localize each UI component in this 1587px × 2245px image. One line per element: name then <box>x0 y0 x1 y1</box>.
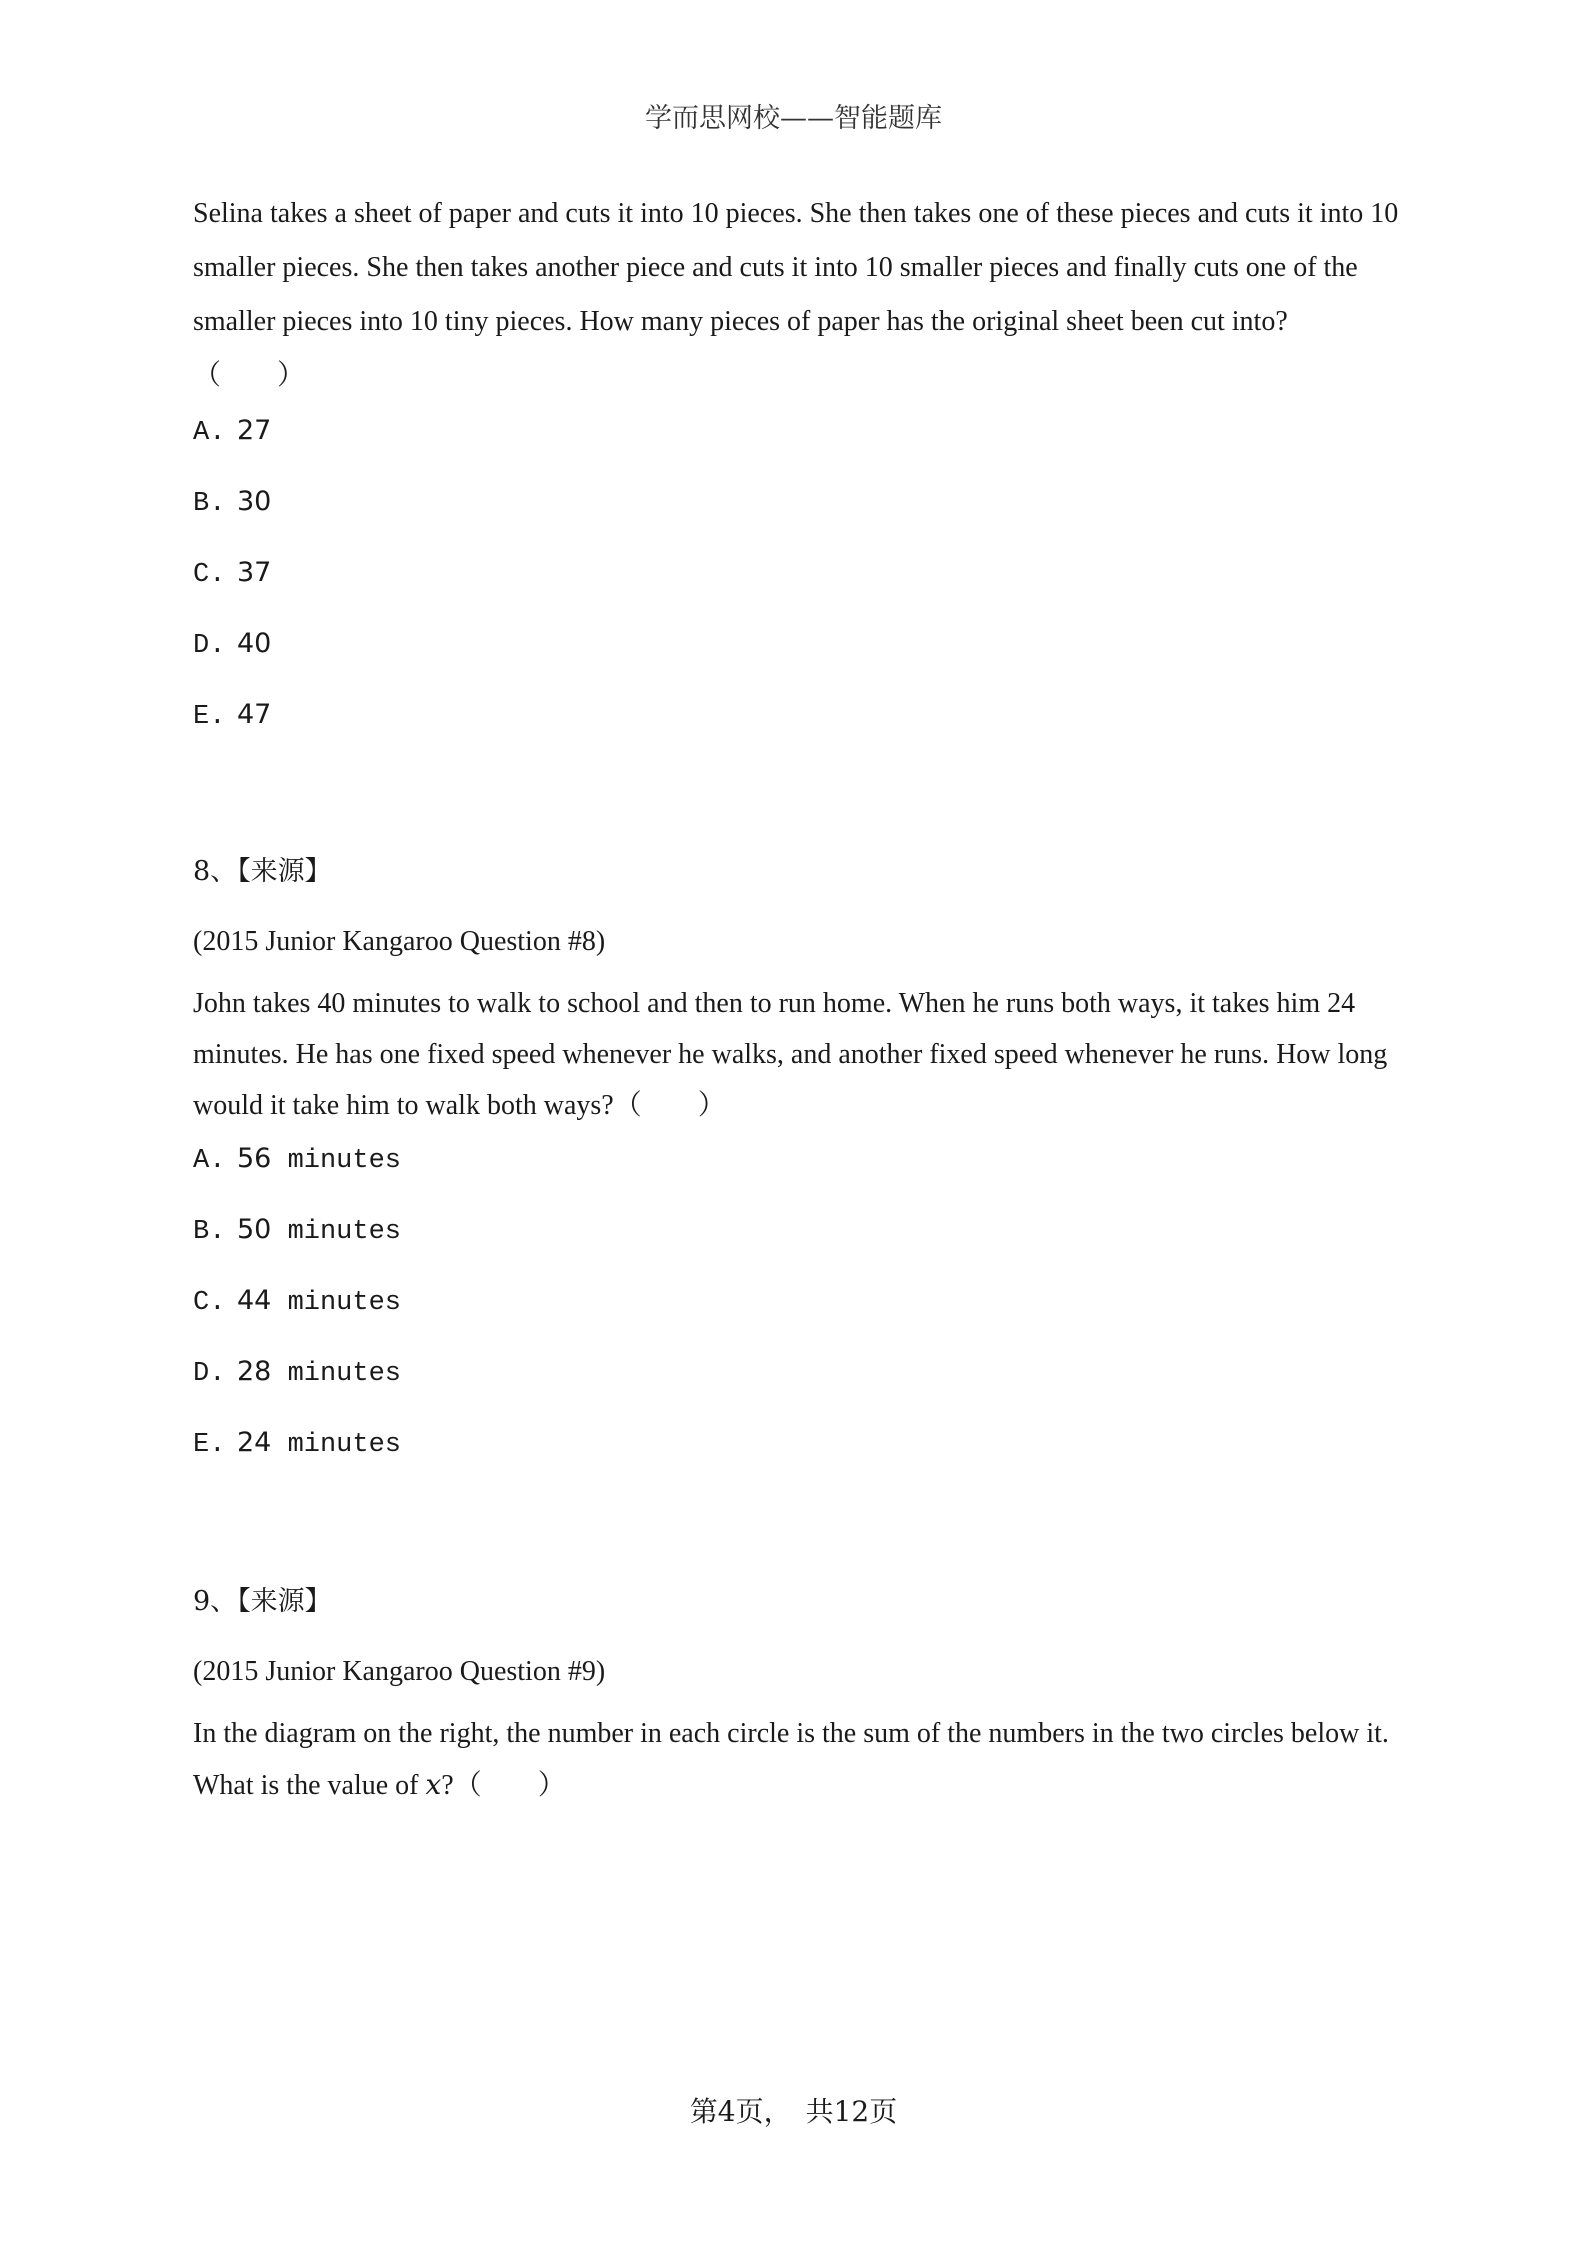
option-value: 44 <box>237 1285 272 1316</box>
option-value: 37 <box>237 557 272 588</box>
option-unit: minutes <box>287 1146 401 1176</box>
source-tag: 【来源】 <box>237 1586 332 1617</box>
option-a[interactable] <box>193 415 1403 486</box>
option-c[interactable] <box>193 557 1403 628</box>
option-list <box>193 415 1403 770</box>
option-b[interactable] <box>193 486 1403 557</box>
question-text: In the diagram on the right, the number in each circle is the sum of the numbers in the two circles below it. What is the value of <box>193 1718 1389 1801</box>
option-value: 27 <box>237 415 272 446</box>
answer-blank: ?（ ） <box>441 1770 566 1801</box>
question-stem <box>193 1708 1403 1811</box>
option-value: 24 <box>237 1427 272 1458</box>
question-number: 9、 <box>193 1586 238 1617</box>
option-letter: A. <box>193 418 226 448</box>
option-value: 47 <box>237 699 272 730</box>
page-header: 学而思网校——智能题库 <box>645 103 942 134</box>
option-letter: D. <box>193 1359 226 1389</box>
option-letter: B. <box>193 1217 226 1247</box>
option-list <box>193 1143 1403 1498</box>
option-unit: minutes <box>287 1359 401 1389</box>
option-unit: minutes <box>287 1430 401 1460</box>
option-unit: minutes <box>287 1288 401 1318</box>
question-heading <box>193 1582 1403 1622</box>
option-d[interactable] <box>193 628 1403 699</box>
option-value: 56 <box>237 1143 272 1174</box>
option-value: 30 <box>237 486 272 517</box>
option-value: 40 <box>237 628 272 659</box>
answer-blank: （ ） <box>193 360 306 391</box>
option-e[interactable] <box>193 699 1403 770</box>
option-letter: C. <box>193 560 226 590</box>
option-letter: C. <box>193 1288 226 1318</box>
question-source: (2015 Junior Kangaroo Question #9) <box>193 1656 606 1687</box>
option-c[interactable] <box>193 1285 1403 1356</box>
source-tag: 【来源】 <box>237 856 332 887</box>
option-value: 50 <box>237 1214 272 1245</box>
option-letter: E. <box>193 702 226 732</box>
option-letter: A. <box>193 1146 226 1176</box>
option-a[interactable] <box>193 1143 1403 1214</box>
variable-x: x <box>425 1768 442 1801</box>
option-letter: B. <box>193 489 226 519</box>
question-number: 8、 <box>193 856 238 887</box>
option-d[interactable] <box>193 1356 1403 1427</box>
question-source: (2015 Junior Kangaroo Question #8) <box>193 926 606 957</box>
option-b[interactable] <box>193 1214 1403 1285</box>
option-letter: E. <box>193 1430 226 1460</box>
question-heading <box>193 852 1403 892</box>
question-7 <box>193 187 1403 770</box>
page-number: 第4页， 共12页 <box>689 2095 898 2128</box>
option-value: 28 <box>237 1356 272 1387</box>
question-stem <box>193 187 1403 403</box>
question-8 <box>193 852 1403 1498</box>
option-letter: D. <box>193 631 226 661</box>
question-9 <box>193 1582 1403 1811</box>
question-stem: John takes 40 minutes to walk to school and then to run home. When he runs both ways, it takes him 24 minutes. He has one fixed speed whenever he walks, and another fixed speed whenever he runs. How long would it take him to walk both ways?（ ） <box>193 988 1388 1121</box>
option-unit: minutes <box>287 1217 401 1247</box>
option-e[interactable] <box>193 1427 1403 1498</box>
question-text: Selina takes a sheet of paper and cuts it into 10 pieces. She then takes one of these pieces and cuts it into 10 smaller pieces. She then takes another piece and cuts it into 10 smaller pieces and finally cuts one of the smaller pieces into 10 tiny pieces. How many pieces of paper has the original sheet been cut into? <box>193 198 1399 337</box>
